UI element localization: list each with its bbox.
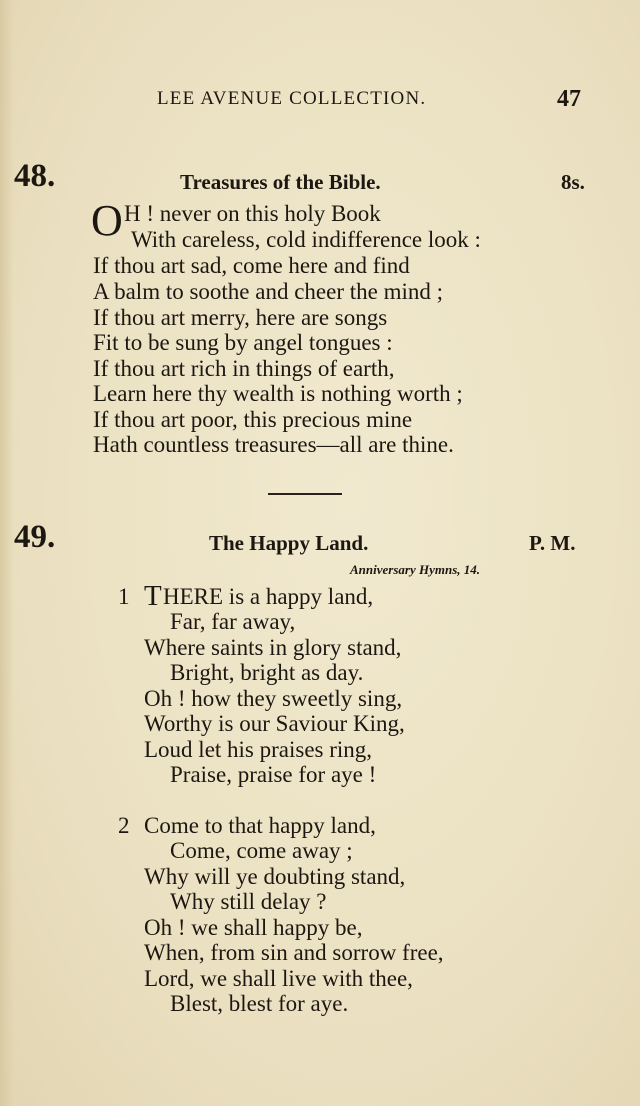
hymn-48-line-1: H ! never on this holy Book <box>124 201 381 226</box>
verse-2-line-6: When, from sin and sorrow free, <box>144 940 444 965</box>
hymn-48-line-10: Hath countless treasures—all are thine. <box>93 432 454 457</box>
hymn-48-line-4: A balm to soothe and cheer the mind ; <box>93 279 444 304</box>
verse-1-number: 1 <box>118 584 130 609</box>
verse-2-line-2: Come, come away ; <box>170 838 353 863</box>
verse-1-line-5: Oh ! how they sweetly sing, <box>144 686 403 711</box>
hymn-48-line-3: If thou art sad, come here and find <box>93 253 410 278</box>
hymn-48-meter: 8s. <box>561 170 585 194</box>
hymn-48-line-8: Learn here thy wealth is nothing worth ; <box>93 381 463 406</box>
running-title: LEE AVENUE COLLECTION. <box>157 88 427 109</box>
verse-2-number: 2 <box>118 813 130 838</box>
hymn-48-drop-cap: O <box>91 196 123 245</box>
verse-1-line-6: Worthy is our Saviour King, <box>144 711 405 736</box>
verse-1-line-4: Bright, bright as day. <box>170 660 364 685</box>
verse-1-line-1: HERE is a happy land, <box>163 584 374 609</box>
verse-2-line-1: Come to that happy land, <box>144 813 376 838</box>
section-divider <box>268 493 342 495</box>
hymn-49-title: The Happy Land. <box>209 531 369 555</box>
verse-1-line-3: Where saints in glory stand, <box>144 635 402 660</box>
hymn-48-number: 48. <box>14 158 56 194</box>
hymn-48-line-6: Fit to be sung by angel tongues : <box>93 330 393 355</box>
hymn-48-title: Treasures of the Bible. <box>180 170 381 194</box>
hymn-49-source: Anniversary Hymns, 14. <box>350 562 481 577</box>
page-gutter-shadow <box>0 0 14 1106</box>
hymn-48-line-7: If thou art rich in things of earth, <box>93 356 395 381</box>
hymn-48-line-2: With careless, cold indifference look : <box>131 227 481 252</box>
hymn-48-line-5: If thou art merry, here are songs <box>93 305 388 330</box>
hymn-49-meter: P. M. <box>529 531 576 555</box>
verse-1-line-7: Loud let his praises ring, <box>144 737 373 762</box>
verse-1-line-2: Far, far away, <box>170 609 296 634</box>
verse-1-line-8: Praise, praise for aye ! <box>170 762 377 787</box>
verse-2-line-5: Oh ! we shall happy be, <box>144 915 363 940</box>
hymn-49-number: 49. <box>14 519 56 555</box>
hymn-48-line-9: If thou art poor, this precious mine <box>93 407 413 432</box>
verse-1-initial: T <box>144 580 162 612</box>
verse-2-line-7: Lord, we shall live with thee, <box>144 966 413 991</box>
verse-2-line-4: Why still delay ? <box>170 889 327 914</box>
verse-2-line-3: Why will ye doubting stand, <box>144 864 406 889</box>
verse-2-line-8: Blest, blest for aye. <box>170 991 349 1016</box>
page-number: 47 <box>557 86 581 112</box>
